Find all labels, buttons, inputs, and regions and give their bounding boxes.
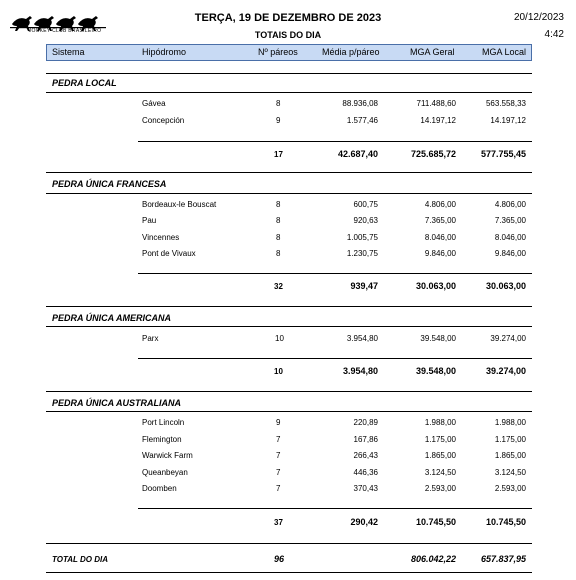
cell-mga-geral: 1.865,00 — [424, 451, 456, 460]
cell-mga-local: 3.124,50 — [494, 468, 526, 477]
cell-pareos: 7 — [276, 468, 281, 477]
cell-pareos: 7 — [276, 484, 281, 493]
cell-pareos: 9 — [276, 116, 281, 125]
subtotal-divider — [138, 273, 532, 274]
subtotal-pareos: 10 — [274, 367, 283, 376]
cell-mga-geral: 8.046,00 — [424, 233, 456, 242]
report-date: 20/12/2023 — [513, 12, 564, 23]
cell-pareos: 10 — [275, 334, 284, 343]
cell-hipodromo: Pont de Vivaux — [142, 249, 196, 258]
subtotal-media: 939,47 — [350, 281, 378, 291]
section-title: PEDRA ÚNICA FRANCESA — [52, 179, 167, 189]
cell-mga-local: 1.865,00 — [494, 451, 526, 460]
cell-mga-geral: 2.593,00 — [424, 484, 456, 493]
col-hipodromo: Hipódromo — [142, 47, 187, 57]
cell-mga-local: 7.365,00 — [494, 216, 526, 225]
cell-mga-local: 563.558,33 — [485, 99, 526, 108]
cell-mga-local: 1.175,00 — [494, 435, 526, 444]
cell-hipodromo: Queanbeyan — [142, 468, 188, 477]
total-mga-local: 657.837,95 — [480, 554, 526, 564]
cell-hipodromo: Warwick Farm — [142, 451, 193, 460]
total-label: TOTAL DO DIA — [52, 555, 108, 564]
section-divider — [46, 172, 532, 173]
subtotal-divider — [138, 508, 532, 509]
cell-media: 920,63 — [353, 216, 378, 225]
col-media: Média p/páreo — [322, 47, 380, 57]
cell-media: 1.230,75 — [346, 249, 378, 258]
cell-media: 3.954,80 — [346, 334, 378, 343]
cell-pareos: 7 — [276, 435, 281, 444]
cell-media: 1.005,75 — [346, 233, 378, 242]
cell-hipodromo: Pau — [142, 216, 157, 225]
cell-mga-local: 1.988,00 — [494, 418, 526, 427]
cell-pareos: 8 — [276, 249, 281, 258]
subtotal-divider — [138, 358, 532, 359]
section-title: PEDRA LOCAL — [52, 78, 117, 88]
cell-mga-local: 14.197,12 — [490, 116, 526, 125]
cell-media: 600,75 — [353, 200, 378, 209]
subtotal-media: 42.687,40 — [337, 149, 378, 159]
cell-hipodromo: Port Lincoln — [142, 418, 185, 427]
subtotal-media: 290,42 — [350, 517, 378, 527]
subtotal-mga-local: 577.755,45 — [480, 149, 526, 159]
section-divider — [46, 306, 532, 307]
subtotal-media: 3.954,80 — [342, 366, 378, 376]
cell-mga-geral: 3.124,50 — [424, 468, 456, 477]
subtotal-pareos: 37 — [274, 518, 283, 527]
cell-pareos: 8 — [276, 200, 281, 209]
cell-pareos: 9 — [276, 418, 281, 427]
section-divider — [46, 326, 532, 327]
subtotal-mga-local: 10.745,50 — [485, 517, 526, 527]
cell-media: 220,89 — [353, 418, 378, 427]
cell-mga-geral: 1.175,00 — [424, 435, 456, 444]
cell-pareos: 8 — [276, 233, 281, 242]
total-mga-geral: 806.042,22 — [410, 554, 456, 564]
subtotal-mga-local: 30.063,00 — [485, 281, 526, 291]
section-title: PEDRA ÚNICA AUSTRALIANA — [52, 398, 181, 408]
cell-pareos: 8 — [276, 99, 281, 108]
subtotal-pareos: 17 — [274, 150, 283, 159]
report-title: TERÇA, 19 DE DEZEMBRO DE 2023 — [194, 12, 382, 24]
total-pareos: 96 — [274, 554, 285, 564]
cell-mga-geral: 4.806,00 — [424, 200, 456, 209]
cell-media: 266,43 — [353, 451, 378, 460]
report-time: 4:42 — [544, 29, 564, 40]
total-divider — [46, 543, 532, 544]
cell-hipodromo: Flemington — [142, 435, 182, 444]
cell-mga-geral: 14.197,12 — [420, 116, 456, 125]
cell-mga-geral: 39.548,00 — [420, 334, 456, 343]
cell-hipodromo: Bordeaux-le Bouscat — [142, 200, 217, 209]
cell-pareos: 8 — [276, 216, 281, 225]
section-divider — [46, 391, 532, 392]
subtotal-pareos: 32 — [274, 282, 283, 291]
report-subtitle: TOTAIS DO DIA — [254, 30, 322, 40]
col-mga-geral: MGA Geral — [410, 47, 455, 57]
cell-mga-geral: 9.846,00 — [424, 249, 456, 258]
section-title: PEDRA ÚNICA AMERICANA — [52, 313, 171, 323]
cell-mga-local: 8.046,00 — [494, 233, 526, 242]
subtotal-divider — [138, 141, 532, 142]
cell-media: 446,36 — [353, 468, 378, 477]
cell-media: 1.577,46 — [346, 116, 378, 125]
subtotal-mga-geral: 30.063,00 — [415, 281, 456, 291]
cell-media: 370,43 — [353, 484, 378, 493]
cell-pareos: 7 — [276, 451, 281, 460]
section-divider — [46, 73, 532, 74]
cell-hipodromo: Concepción — [142, 116, 185, 125]
cell-hipodromo: Vincennes — [142, 233, 180, 242]
col-pareos: Nº páreos — [258, 47, 298, 57]
section-divider — [46, 193, 532, 194]
cell-hipodromo: Gávea — [142, 99, 166, 108]
cell-mga-local: 9.846,00 — [494, 249, 526, 258]
cell-hipodromo: Doomben — [142, 484, 177, 493]
section-divider — [46, 92, 532, 93]
logo-caption: JOCKEY CLUB BRASILEIRO — [28, 28, 102, 34]
col-sistema: Sistema — [52, 47, 85, 57]
subtotal-mga-geral: 725.685,72 — [410, 149, 456, 159]
cell-hipodromo: Parx — [142, 334, 159, 343]
cell-mga-geral: 711.488,60 — [416, 99, 456, 108]
cell-mga-local: 4.806,00 — [494, 200, 526, 209]
cell-mga-geral: 7.365,00 — [424, 216, 456, 225]
cell-mga-geral: 1.988,00 — [424, 418, 456, 427]
cell-mga-local: 39.274,00 — [490, 334, 526, 343]
subtotal-mga-geral: 10.745,50 — [415, 517, 456, 527]
col-mga-local: MGA Local — [482, 47, 527, 57]
bottom-divider — [46, 572, 532, 573]
cell-mga-local: 2.593,00 — [494, 484, 526, 493]
cell-media: 167,86 — [353, 435, 378, 444]
section-divider — [46, 411, 532, 412]
subtotal-mga-geral: 39.548,00 — [415, 366, 456, 376]
cell-media: 88.936,08 — [342, 99, 378, 108]
subtotal-mga-local: 39.274,00 — [485, 366, 526, 376]
